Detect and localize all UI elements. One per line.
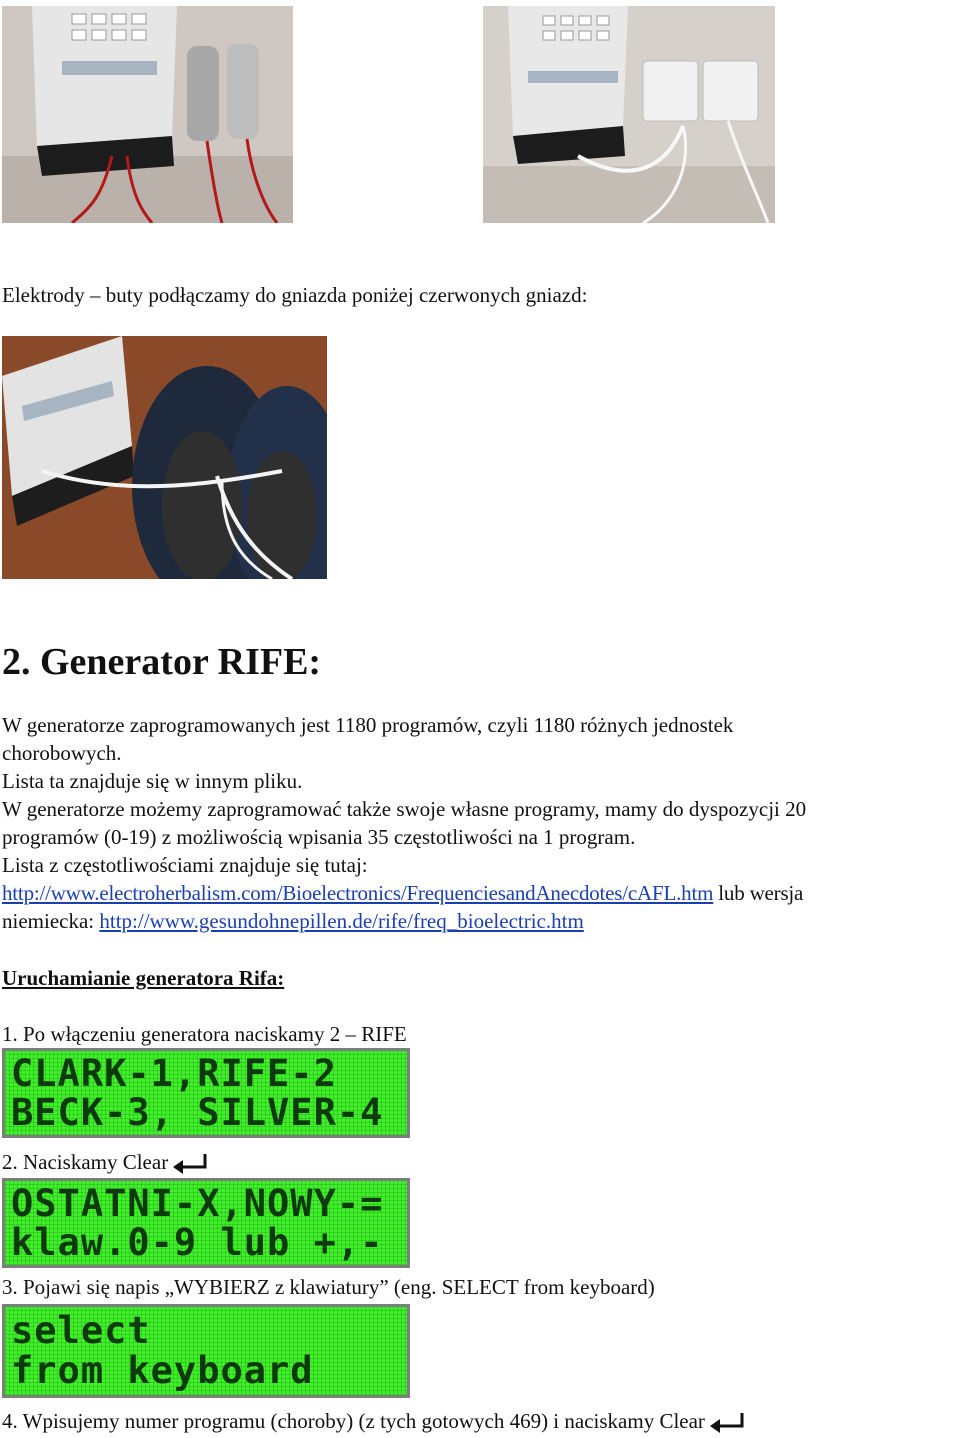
section-title: 2. Generator RIFE: [2,641,322,683]
link-line [2,879,803,907]
paragraph-programs-count-cont: chorobowych. [2,741,122,765]
gesundohnepillen-link[interactable]: http://www.gesundohnepillen.de/rife/freq_bioelectric.htm [99,909,584,933]
paragraph-custom-programs: W generatorze możemy zaprogramować także swoje własne programy, mamy do dyspozycji 20 [2,797,807,821]
paragraph-frequency-list: Lista z częstotliwościami znajduje się tutaj: [2,853,368,877]
electrodes-caption: Elektrody – buty podłączamy do gniazda poniżej czerwonych gniazd: [2,283,588,307]
enter-key-icon [710,1412,746,1434]
german-link-line [2,907,584,935]
step-3: 3. Pojawi się napis „WYBIERZ z klawiatury” (eng. SELECT from keyboard) [2,1275,655,1299]
photo-device-cylinder-electrodes-image [2,6,293,223]
step-2-row [2,1148,209,1176]
lcd-screen-2 [2,1178,410,1268]
enter-key-icon [173,1153,209,1175]
photo-device-pad-electrodes [483,6,775,223]
lcd-screen-1 [2,1048,410,1138]
link-line-suffix: lub wersja [713,881,804,905]
lcd-screen-3-line-1: select [11,1309,151,1352]
lcd-screen-2-line-2: klaw.0-9 lub +,- [11,1221,384,1264]
electroherbalism-link[interactable]: http://www.electroherbalism.com/Bioelectronics/FrequenciesandAnecdotes/cAFL.htm [2,881,714,905]
step-2: 2. Naciskamy Clear [2,1150,169,1174]
photo-device-pad-electrodes-image [483,6,775,223]
lcd-screen-1-line-1: CLARK-1,RIFE-2 [11,1052,337,1095]
lcd-screen-1-line-2: BECK-3, SILVER-4 [11,1091,384,1134]
lcd-screen-3-line-2: from keyboard [11,1349,314,1392]
german-link-prefix: niemiecka: [2,909,100,933]
paragraph-custom-programs-cont: programów (0-19) z możliwością wpisania 35 częstotliwości na 1 program. [2,825,636,849]
photo-device-cylinder-electrodes [2,6,293,223]
photo-device-shoe-electrodes [2,336,327,579]
subsection-title: Uruchamianie generatora Rifa: [2,966,285,990]
paragraph-programs-count: W generatorze zaprogramowanych jest 1180 programów, czyli 1180 różnych jednostek [2,713,734,737]
step-4-row [2,1407,746,1435]
step-1: 1. Po włączeniu generatora naciskamy 2 – RIFE [2,1022,407,1046]
lcd-screen-2-line-1: OSTATNI-X,NOWY-= [11,1182,384,1225]
photo-device-shoe-electrodes-image [2,336,327,579]
step-4: 4. Wpisujemy numer programu (choroby) (z tych gotowych 469) i naciskamy Clear [2,1409,705,1433]
paragraph-list-location: Lista ta znajduje się w innym pliku. [2,769,303,793]
lcd-screen-3 [2,1304,410,1398]
